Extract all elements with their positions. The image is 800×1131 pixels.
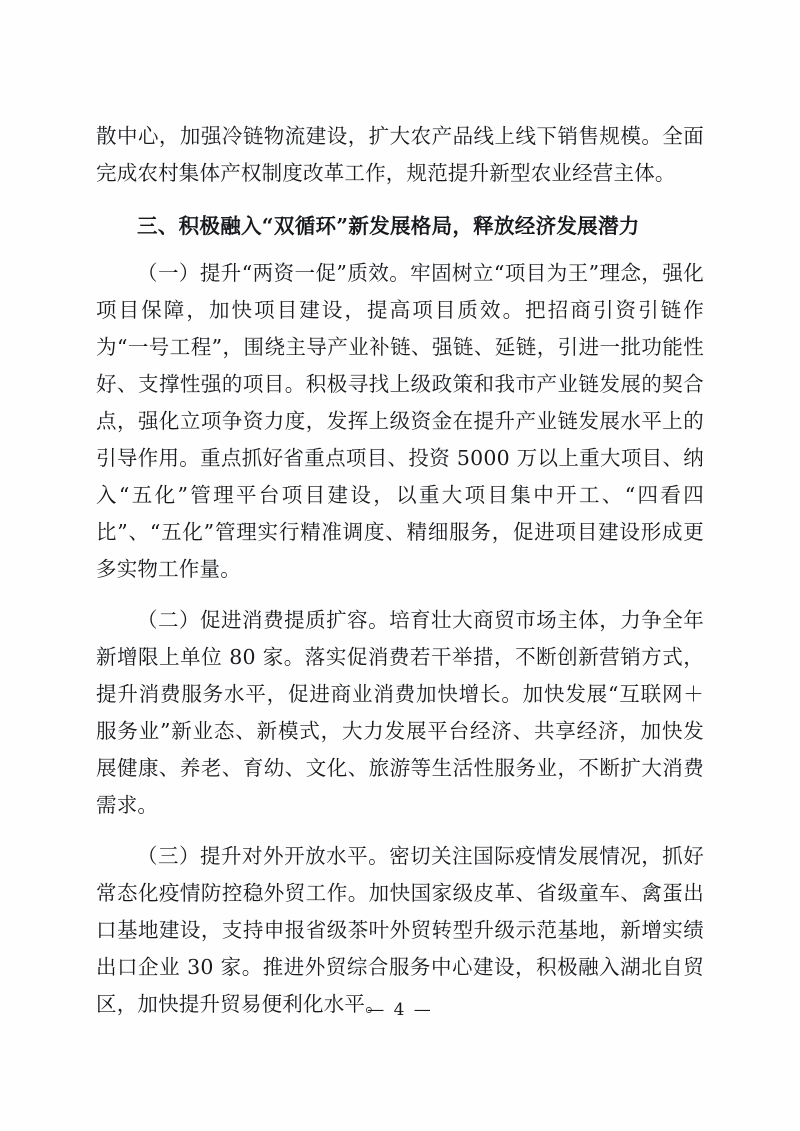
paragraph-item-three: （三）提升对外开放水平。密切关注国际疫情发展情况，抓好常态化疫情防控稳外贸工作。加快国家级皮革、省级童车、禽蛋出口基地建设，支持申报省级茶叶外贸转型升级示范基地，新增实绩出口企业 30 家。推进外贸综合服务中心建设，积极融入湖北自贸区，加快提升贸易便利化水平。 xyxy=(96,844,704,1016)
page-number: — 4 — xyxy=(367,1000,433,1020)
paragraph-continued: 散中心，加强冷链物流建设，扩大农产品线上线下销售规模。全面完成农村集体产权制度改革工作，规范提升新型农业经营主体。 xyxy=(96,124,704,185)
document-body xyxy=(96,118,704,1023)
section-heading-three: 三、积极融入“双循环”新发展格局，释放经济发展潜力 xyxy=(137,214,640,238)
paragraph-item-one: （一）提升“两资一促”质效。牢固树立“项目为王”理念，强化项目保障，加快项目建设，提高项目质效。把招商引资引链作为“一号工程”，围绕主导产业补链、强链、延链，引进一批功能性好、支撑性强的项目。积极寻找上级政策和我市产业链发展的契合点，强化立项争资力度，发挥上级资金在提升产业链发展水平上的引导作用。重点抓好省重点项目、投资 5000 万以上重大项目、纳入“五化”管理平台项目建设，以重大项目集中开工、“四看四比”、“五化”管理实行精准调度、精细服务，促进项目建设形成更多实物工作量。 xyxy=(96,261,704,581)
paragraph-spacer xyxy=(96,824,704,838)
paragraph-spacer xyxy=(96,588,704,602)
paragraph-item-two: （二）促进消费提质扩容。培育壮大商贸市场主体，力争全年新增限上单位 80 家。落实促消费若干举措，不断创新营销方式，提升消费服务水平，促进商业消费加快增长。加快发展“互联网＋服务业”新业态、新模式，大力发展平台经济、共享经济，加快发展健康、养老、育幼、文化、旅游等生活性服务业，不断扩大消费需求。 xyxy=(96,608,704,817)
